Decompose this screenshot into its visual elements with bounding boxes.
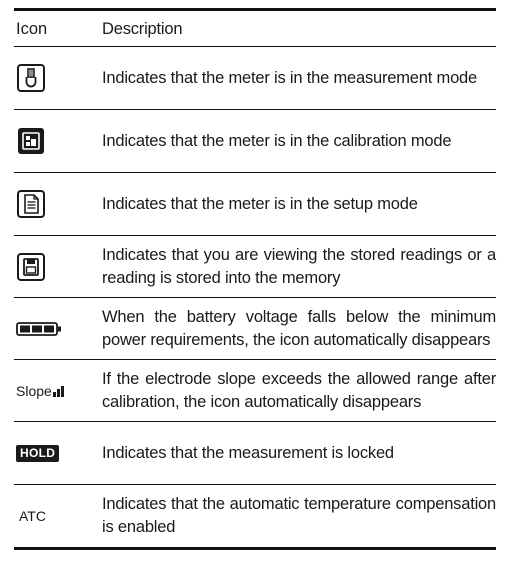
battery-icon: [16, 321, 62, 337]
table-row: [14, 298, 496, 360]
row-description: Indicates that the meter is in the calibration mode: [102, 131, 452, 150]
table-row: [14, 422, 496, 485]
row-description: If the electrode slope exceeds the allowed range after calibration, the icon automatically disappears: [102, 369, 496, 411]
row-description: Indicates that the measurement is locked: [102, 443, 394, 462]
icon-column-header: Icon: [16, 19, 48, 38]
slope-icon: [16, 383, 64, 399]
setup-mode-icon: [16, 189, 46, 219]
table-header: [14, 11, 496, 47]
calibration-mode-icon: [16, 126, 46, 156]
table-row: [14, 47, 496, 110]
measurement-mode-icon: [16, 63, 46, 93]
row-description: When the battery voltage falls below the minimum power requirements, the icon automatically disappears: [102, 307, 496, 349]
memory-icon: [16, 252, 46, 282]
description-column-header: Description: [102, 19, 183, 38]
row-description: Indicates that the meter is in the measurement mode: [102, 68, 477, 87]
table-row: [14, 173, 496, 236]
row-description: Indicates that the meter is in the setup mode: [102, 194, 418, 213]
table-row: [14, 110, 496, 173]
atc-icon: ATC: [19, 508, 46, 524]
row-description: Indicates that you are viewing the stored readings or a reading is stored into the memory: [102, 245, 496, 287]
table-row: [14, 360, 496, 422]
slope-icon-label: Slope: [16, 382, 52, 399]
row-description: Indicates that the automatic temperature compensation is enabled: [102, 495, 496, 536]
table-row: [14, 236, 496, 298]
table-row: [14, 485, 496, 547]
hold-icon: HOLD: [16, 445, 59, 462]
icon-description-table: [14, 8, 496, 550]
